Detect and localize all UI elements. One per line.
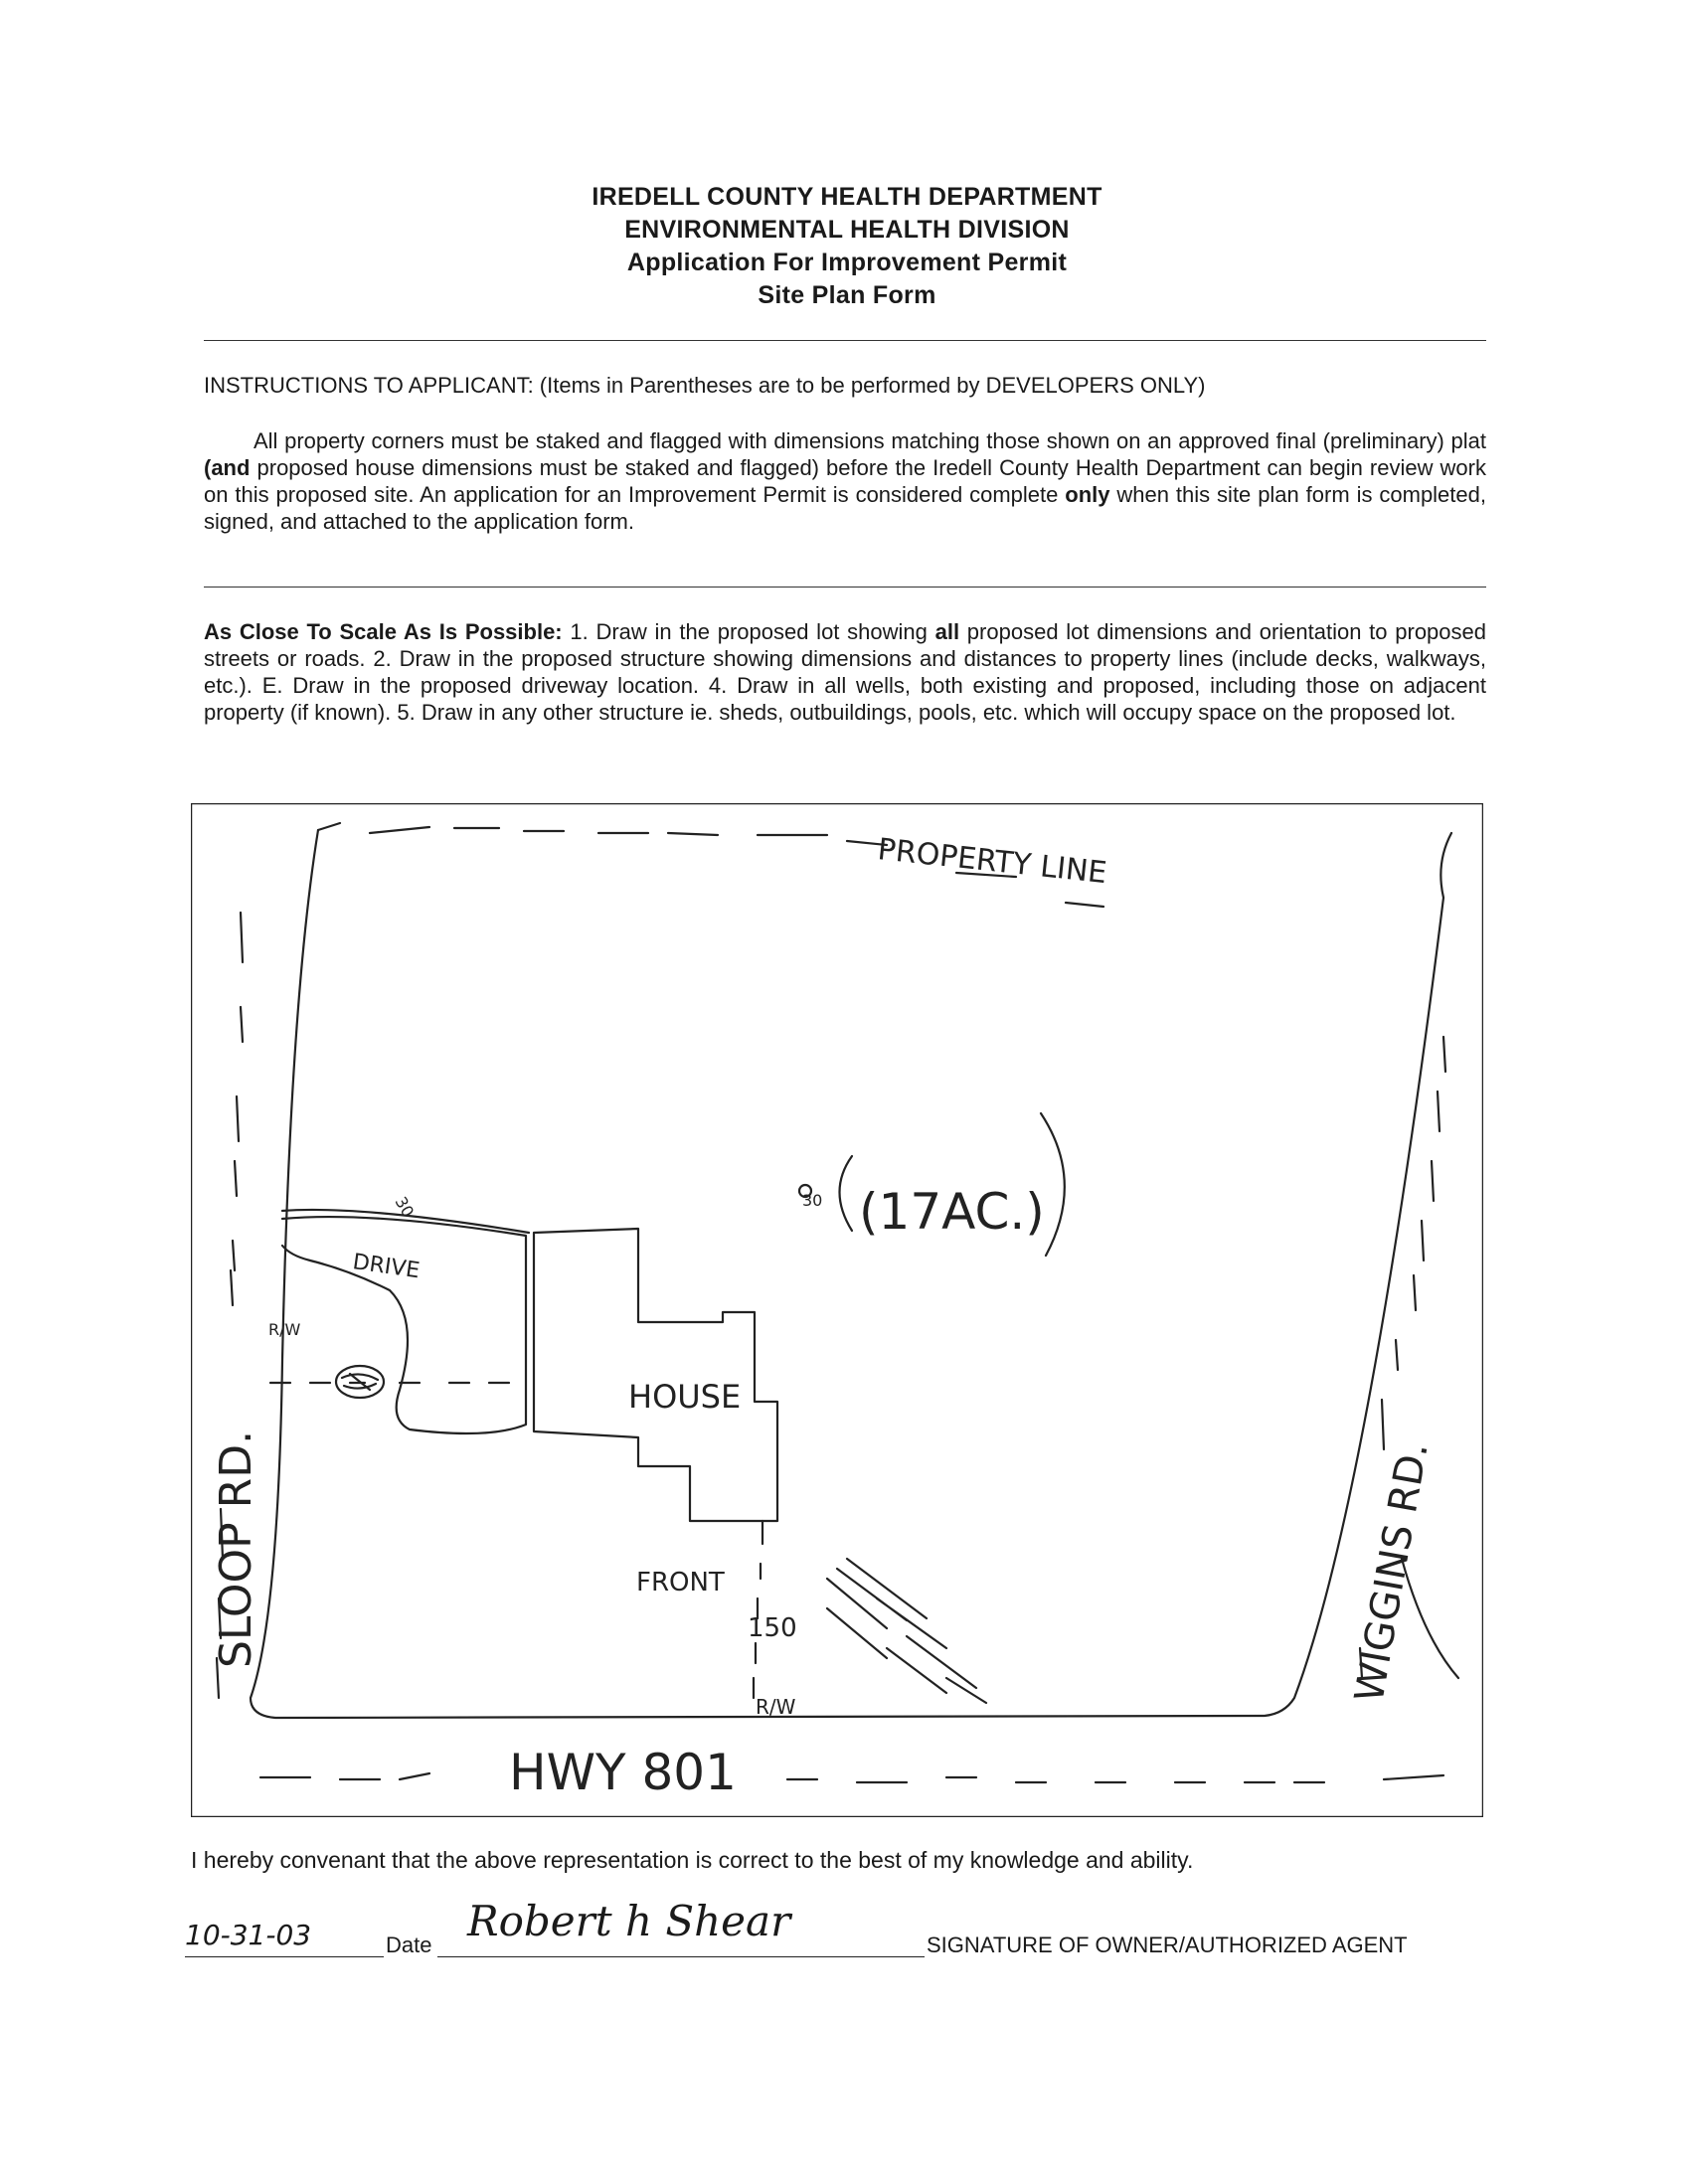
scale-lead: As Close To Scale As Is Possible: bbox=[204, 619, 563, 644]
divider-top bbox=[204, 340, 1486, 341]
well-distance-marks: 30 bbox=[391, 1193, 419, 1221]
house-label: HOUSE bbox=[628, 1378, 742, 1416]
driveway-hatch bbox=[827, 1559, 986, 1703]
row-label-left: R/W bbox=[268, 1320, 301, 1339]
front-distance-dashes bbox=[754, 1521, 762, 1698]
instructions-text-a: All property corners must be staked and flagged with dimensions matching those shown on an approved final (preliminary) plat bbox=[254, 428, 1486, 453]
instructions-text-only: only bbox=[1065, 482, 1110, 507]
highway-label: HWY 801 bbox=[509, 1744, 737, 1801]
site-plan-frame bbox=[192, 804, 1483, 1817]
instructions-text-c: when this site plan form is completed, signed, and attached to the application form. bbox=[204, 482, 1486, 534]
drive-outline bbox=[282, 1217, 526, 1433]
date-label: Date bbox=[386, 1932, 432, 1957]
well-scribble bbox=[342, 1374, 378, 1390]
divider-middle bbox=[204, 587, 1486, 588]
signature-label: SIGNATURE OF OWNER/AUTHORIZED AGENT bbox=[927, 1932, 1408, 1957]
front-label: FRONT bbox=[636, 1568, 725, 1597]
form-subtitle: Site Plan Form bbox=[758, 281, 936, 309]
acreage-number: 30 bbox=[802, 1191, 823, 1210]
row-label-bottom: R/W bbox=[756, 1695, 796, 1719]
scale-instructions bbox=[204, 618, 1486, 726]
covenant-statement: I hereby convenant that the above representation is correct to the best of my knowledge and ability. bbox=[191, 1847, 1194, 1873]
department-title: IREDELL COUNTY HEALTH DEPARTMENT bbox=[592, 183, 1102, 211]
division-title: ENVIRONMENTAL HEALTH DIVISION bbox=[624, 216, 1070, 244]
form-title: Application For Improvement Permit bbox=[626, 249, 1068, 276]
scale-text-b: proposed lot dimensions and orientation to proposed streets or roads. 2. Draw in the proposed structure showing dimensions and distances to property lines (include decks, walkways, etc.). E. Draw in the proposed driveway location. 4. Draw in all wells, both existing and proposed, including those on adjacent property (if known). 5. Draw in any other structure ie. sheds, outbuildings, pools, etc. which will occupy space on the proposed lot. bbox=[204, 619, 1487, 725]
property-line-label: PROPERTY LINE bbox=[876, 832, 1108, 892]
scale-text-a: 1. Draw in the proposed lot showing bbox=[562, 619, 935, 644]
instructions-paragraph bbox=[204, 427, 1486, 535]
wiggins-road-label: WIGGINS RD. bbox=[1346, 1438, 1438, 1706]
owner-signature: Robert h Shear bbox=[467, 1897, 791, 1945]
property-boundary bbox=[251, 830, 1451, 1718]
sloop-road-label: SLOOP RD. bbox=[211, 1429, 261, 1668]
instructions-text-and: (and bbox=[204, 455, 251, 480]
front-distance: 150 bbox=[748, 1613, 797, 1643]
house-footprint bbox=[534, 1229, 777, 1521]
date-line bbox=[185, 1956, 384, 1957]
instructions-heading: INSTRUCTIONS TO APPLICANT: (Items in Parentheses are to be performed by DEVELOPERS ONLY) bbox=[204, 373, 1206, 398]
acreage-label: (17AC.) bbox=[859, 1183, 1045, 1241]
date-value: 10-31-03 bbox=[185, 1919, 312, 1951]
highway-dashes bbox=[260, 1773, 1443, 1782]
signature-line bbox=[437, 1956, 925, 1957]
drive-label: DRIVE bbox=[351, 1250, 422, 1284]
instructions-text-b: proposed house dimensions must be staked and flagged) before the Iredell County Health Department can begin review work on this proposed site. An application for an Improvement Permit is considered complete bbox=[204, 455, 1486, 507]
acreage-paren-left bbox=[840, 1156, 853, 1231]
site-plan-drawing bbox=[191, 803, 1483, 1817]
scale-text-all: all bbox=[934, 619, 960, 644]
